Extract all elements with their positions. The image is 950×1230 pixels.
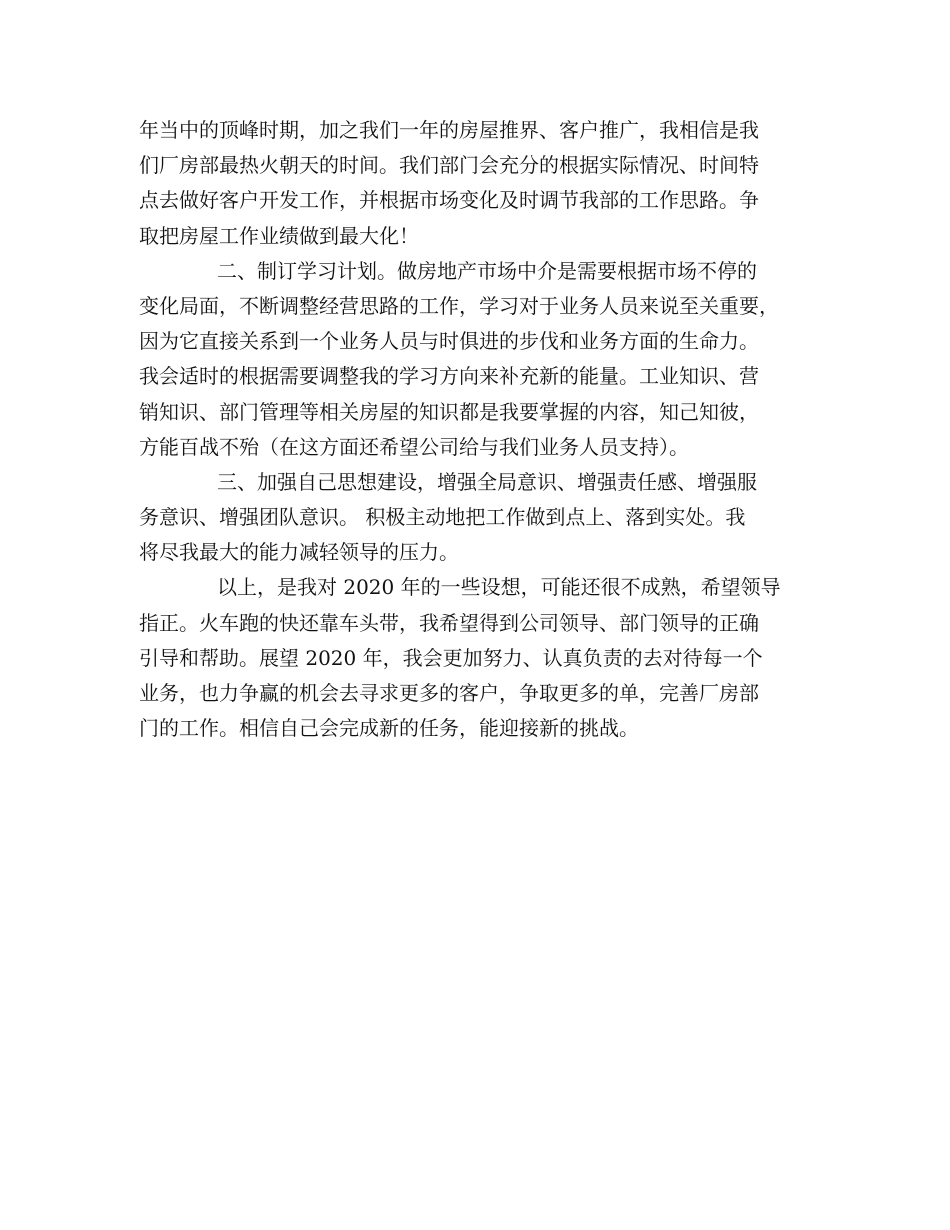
text-line: 业务，也力争赢的机会去寻求更多的客户，争取更多的单，完善厂房部	[139, 681, 759, 705]
text-line: 将尽我最大的能力减轻领导的压力。	[139, 540, 459, 565]
text-line: 方能百战不殆（在这方面还希望公司给与我们业务人员支持）。	[139, 434, 689, 459]
paragraph-first-line: 三、加强自己思想建设，增强全局意识、增强责任感、增强服	[217, 469, 757, 494]
paragraph-first-line: 二、制订学习计划。做房地产市场中介是需要根据市场不停的	[217, 258, 757, 283]
text-line: 我会适时的根据需要调整我的学习方向来补充新的能量。工业知识、营	[139, 364, 759, 389]
text-line: 门的工作。相信自己会完成新的任务，能迎接新的挑战。	[139, 716, 639, 741]
text-line: 取把房屋工作业绩做到最大化！	[139, 223, 419, 248]
text-line: 年当中的顶峰时期，加之我们一年的房屋推界、客户推广，我相信是我	[139, 118, 759, 142]
body-text	[139, 113, 829, 746]
text-line: 点去做好客户开发工作，并根据市场变化及时调节我部的工作思路。争	[139, 188, 759, 213]
text-line: 销知识、部门管理等相关房屋的知识都是我要掌握的内容，知己知彼，	[139, 399, 759, 424]
paragraph-first-line: 以上，是我对 2020 年的一些设想，可能还很不成熟，希望领导	[217, 575, 781, 600]
text-line: 因为它直接关系到一个业务人员与时俱进的步伐和业务方面的生命力。	[139, 329, 759, 354]
text-line: 务意识、增强团队意识。 积极主动地把工作做到点上、落到实处。我	[139, 505, 746, 530]
text-line: 指正。火车跑的快还靠车头带，我希望得到公司领导、部门领导的正确	[139, 610, 759, 635]
text-line: 引导和帮助。展望 2020 年，我会更加努力、认真负责的去对待每一个	[139, 645, 763, 670]
text-line: 变化局面，不断调整经营思路的工作，学习对于业务人员来说至关重要，	[139, 293, 779, 318]
text-line: 们厂房部最热火朝天的时间。我们部门会充分的根据实际情况、时间特	[139, 153, 759, 178]
